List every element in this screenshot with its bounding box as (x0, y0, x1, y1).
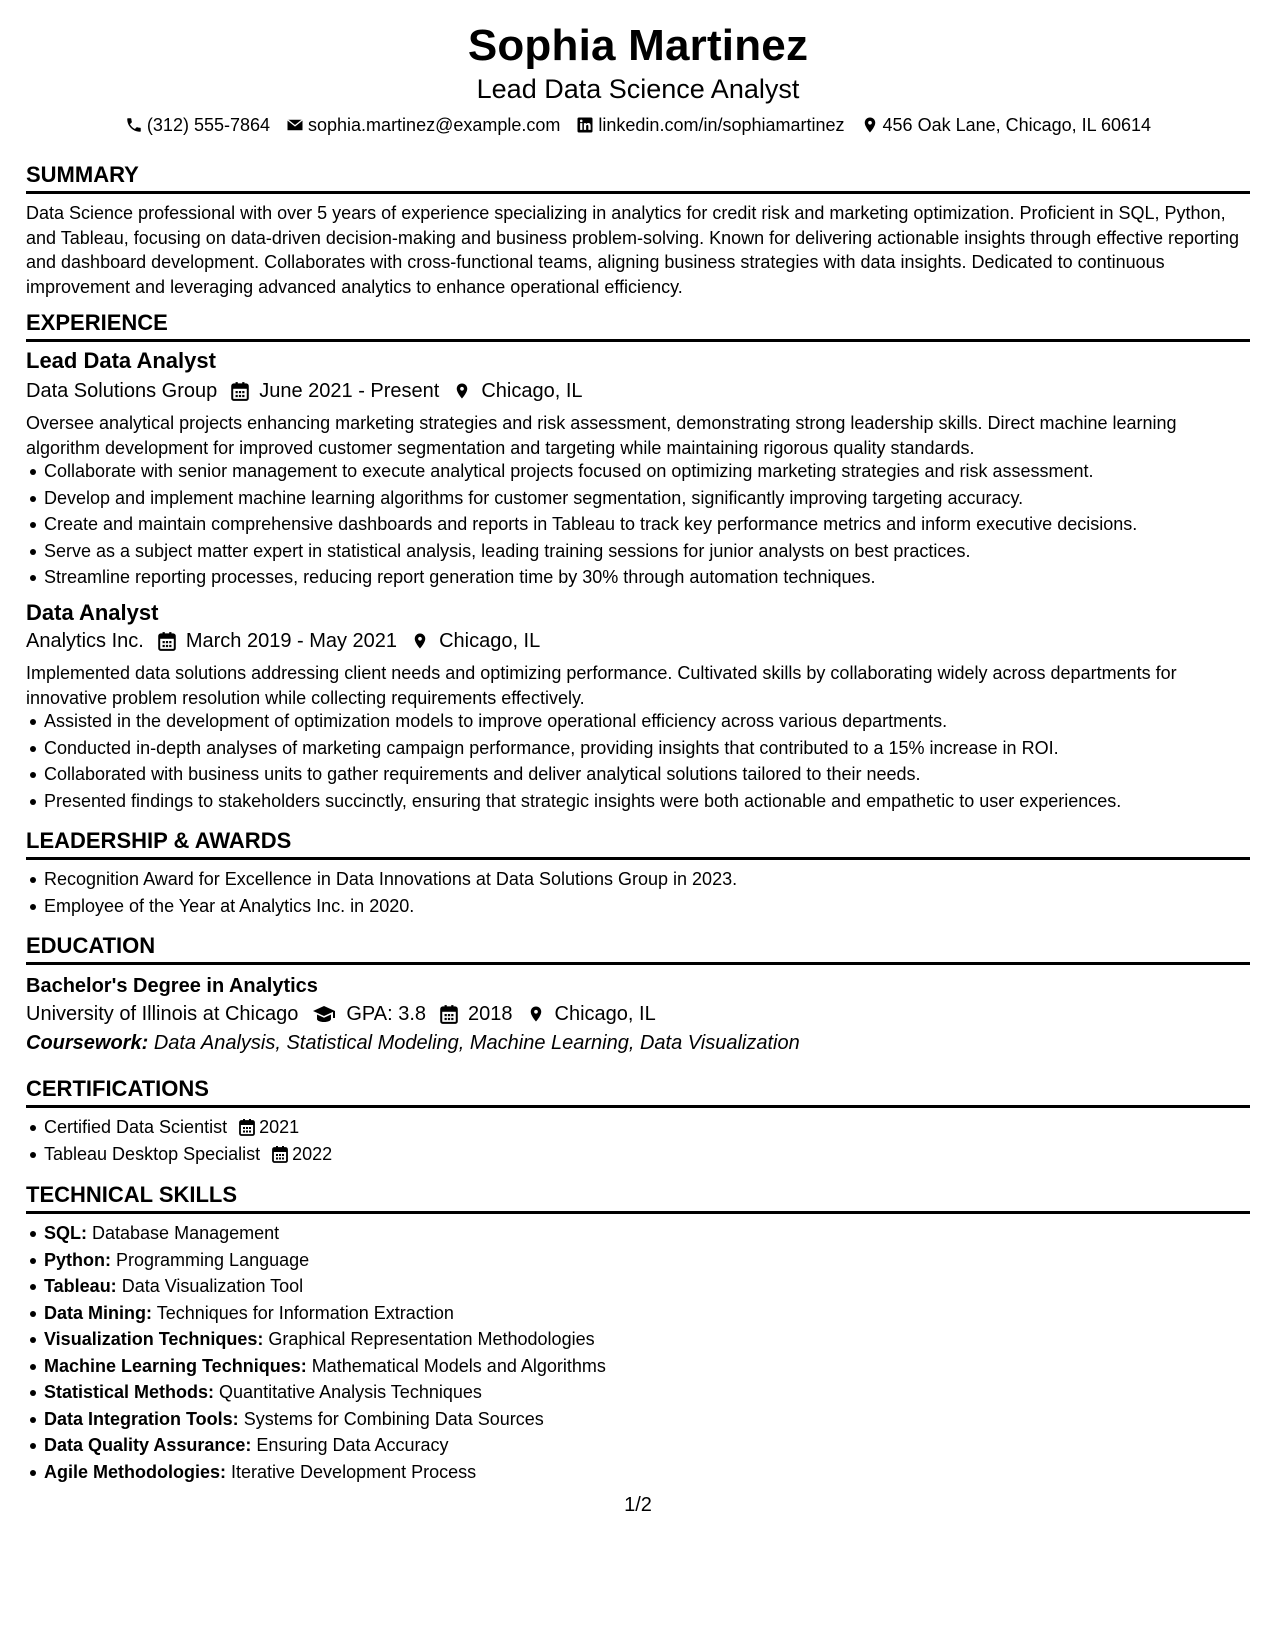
section-heading-awards: LEADERSHIP & AWARDS (26, 828, 292, 853)
list-item (44, 1406, 1268, 1433)
list-item: Employee of the Year at Analytics Inc. in 2020. (44, 893, 1268, 920)
calendar-icon (158, 631, 176, 651)
list-item: Presented findings to stakeholders succinctly, ensuring that strategic insights were both actionable and empathetic to user experiences. (44, 788, 1268, 815)
coursework (26, 1030, 800, 1056)
list-item: Collaborate with senior management to execute analytical projects focused on optimizing marketing strategies and risk assessment. (44, 458, 1268, 485)
awards-list (26, 866, 1268, 919)
job-dates: March 2019 - May 2021 (185, 630, 398, 652)
job-company: Analytics Inc. (26, 630, 144, 652)
contact-email[interactable] (286, 112, 560, 138)
graduation-year: 2018 (468, 1003, 513, 1025)
list-item: Develop and implement machine learning algorithms for customer segmentation, significantly improving targeting accuracy. (44, 485, 1268, 512)
job-meta (26, 628, 540, 654)
list-item (44, 1141, 1268, 1168)
contact-phone[interactable] (125, 112, 270, 138)
phone-text: (312) 555-7864 (146, 115, 271, 135)
job-title: Data Analyst (26, 600, 159, 625)
list-item (44, 1326, 1268, 1353)
section-divider (26, 962, 1250, 965)
skills-list (26, 1220, 1268, 1485)
calendar-icon (239, 1118, 255, 1136)
job-description: Implemented data solutions addressing client needs and optimizing performance. Cultivated skills by collaborating widely across departments for innovative problem resolution while collecting requirements effectively. (26, 663, 1177, 708)
list-item (44, 1247, 1268, 1274)
address-text: 456 Oak Lane, Chicago, IL 60614 (882, 115, 1152, 135)
section-divider (26, 339, 1250, 342)
list-item (44, 1353, 1268, 1380)
list-item (44, 1300, 1268, 1327)
cert-year: 2022 (292, 1143, 333, 1164)
job-location: Chicago, IL (481, 380, 583, 402)
skill-desc: Database Management (92, 1223, 280, 1243)
list-item (44, 1459, 1268, 1486)
skill-name: SQL: (44, 1223, 87, 1243)
candidate-title: Lead Data Science Analyst (476, 74, 800, 104)
section-heading-education: EDUCATION (26, 933, 156, 958)
section-heading-certifications: CERTIFICATIONS (26, 1076, 209, 1101)
summary-text: Data Science professional with over 5 years of experience specializing in analytics for credit risk and marketing optimization. Proficient in SQL, Python, and Tableau, focusing on data-driven decision-making and business problem-solving. Known for delivering actionable insights through effective reporting and dashboard development. Collaborates with cross-functional teams, aligning business strategies with data insights. Dedicated to continuous improvement and leveraging advanced analytics to enhance operational efficiency. (26, 203, 1240, 297)
map-pin-icon (861, 116, 879, 134)
section-heading-skills: TECHNICAL SKILLS (26, 1182, 238, 1207)
list-item: Assisted in the development of optimization models to improve operational efficiency across various departments. (44, 708, 1268, 735)
map-pin-icon (411, 631, 429, 651)
list-item: Serve as a subject matter expert in statistical analysis, leading training sessions for junior analysts on best practices. (44, 538, 1268, 565)
school-location: Chicago, IL (554, 1003, 656, 1025)
page-number: 1/2 (624, 1494, 652, 1516)
skill-desc: Graphical Representation Methodologies (268, 1329, 595, 1349)
list-item: Collaborated with business units to gather requirements and deliver analytical solutions tailored to their needs. (44, 761, 1268, 788)
contact-linkedin[interactable] (576, 112, 844, 138)
envelope-icon (286, 116, 304, 134)
job-description: Oversee analytical projects enhancing marketing strategies and risk assessment, demonstrating strong leadership skills. Direct machine learning algorithm development for improved customer segmentation and targeting while maintaining rigorous quality standards. (26, 413, 1177, 458)
section-divider (26, 191, 1250, 194)
contact-bar (26, 112, 1250, 138)
map-pin-icon (527, 1004, 545, 1024)
contact-address (861, 112, 1152, 138)
list-item (44, 1379, 1268, 1406)
job-bullets (26, 458, 1268, 591)
skill-name: Python: (44, 1249, 111, 1270)
section-heading-summary: SUMMARY (26, 162, 139, 187)
calendar-icon (440, 1004, 458, 1024)
linkedin-text: linkedin.com/in/sophiamartinez (598, 115, 845, 135)
cert-name: Certified Data Scientist (44, 1117, 228, 1137)
education-meta (26, 1001, 656, 1027)
email-text: sophia.martinez@example.com (308, 115, 561, 135)
skill-desc: Quantitative Analysis Techniques (219, 1382, 482, 1402)
job-dates: June 2021 - Present (259, 380, 440, 402)
degree-title: Bachelor's Degree in Analytics (26, 975, 318, 997)
list-item (44, 1273, 1268, 1300)
list-item: Recognition Award for Excellence in Data Innovations at Data Solutions Group in 2023. (44, 866, 1268, 893)
skill-desc: Programming Language (116, 1249, 310, 1270)
cert-name: Tableau Desktop Specialist (44, 1143, 261, 1164)
list-item: Create and maintain comprehensive dashboards and reports in Tableau to track key performance metrics and inform executive decisions. (44, 511, 1268, 538)
calendar-icon (272, 1145, 288, 1163)
section-heading-experience: EXPERIENCE (26, 310, 168, 335)
skill-desc: Ensuring Data Accuracy (256, 1435, 449, 1455)
skill-name: Data Quality Assurance: (44, 1435, 252, 1455)
skill-name: Data Integration Tools: (44, 1408, 239, 1429)
section-divider (26, 1105, 1250, 1108)
school-name: University of Illinois at Chicago (26, 1003, 299, 1025)
graduation-cap-icon (312, 1004, 336, 1024)
skill-desc: Techniques for Information Extraction (156, 1302, 454, 1323)
coursework-list: Data Analysis, Statistical Modeling, Machine Learning, Data Visualization (153, 1032, 800, 1054)
skill-desc: Systems for Combining Data Sources (243, 1408, 544, 1429)
skill-name: Statistical Methods: (44, 1382, 215, 1402)
skill-name: Machine Learning Techniques: (44, 1355, 307, 1376)
job-company: Data Solutions Group (26, 380, 218, 402)
section-divider (26, 1211, 1250, 1214)
job-meta (26, 378, 583, 404)
section-divider (26, 857, 1250, 860)
skill-desc: Iterative Development Process (231, 1461, 477, 1482)
cert-year: 2021 (259, 1117, 300, 1137)
calendar-icon (231, 381, 249, 401)
skill-name: Visualization Techniques: (44, 1329, 264, 1349)
skill-name: Tableau: (44, 1276, 117, 1296)
gpa: GPA: 3.8 (346, 1003, 427, 1025)
job-bullets (26, 708, 1268, 814)
candidate-name: Sophia Martinez (467, 21, 809, 70)
coursework-label: Coursework: (26, 1032, 149, 1054)
job-title: Lead Data Analyst (26, 348, 216, 373)
skill-name: Data Mining: (44, 1302, 152, 1323)
list-item (44, 1114, 1268, 1141)
skill-desc: Mathematical Models and Algorithms (311, 1355, 606, 1376)
list-item: Conducted in-depth analyses of marketing campaign performance, providing insights that contributed to a 15% increase in ROI. (44, 735, 1268, 762)
certifications-list (26, 1114, 1268, 1167)
job-location: Chicago, IL (439, 630, 541, 652)
skill-desc: Data Visualization Tool (121, 1276, 304, 1296)
list-item (44, 1432, 1268, 1459)
map-pin-icon (453, 381, 471, 401)
skill-name: Agile Methodologies: (44, 1461, 226, 1482)
linkedin-icon (576, 116, 594, 134)
list-item (44, 1220, 1268, 1247)
list-item: Streamline reporting processes, reducing report generation time by 30% through automation techniques. (44, 564, 1268, 591)
phone-icon (125, 116, 143, 134)
